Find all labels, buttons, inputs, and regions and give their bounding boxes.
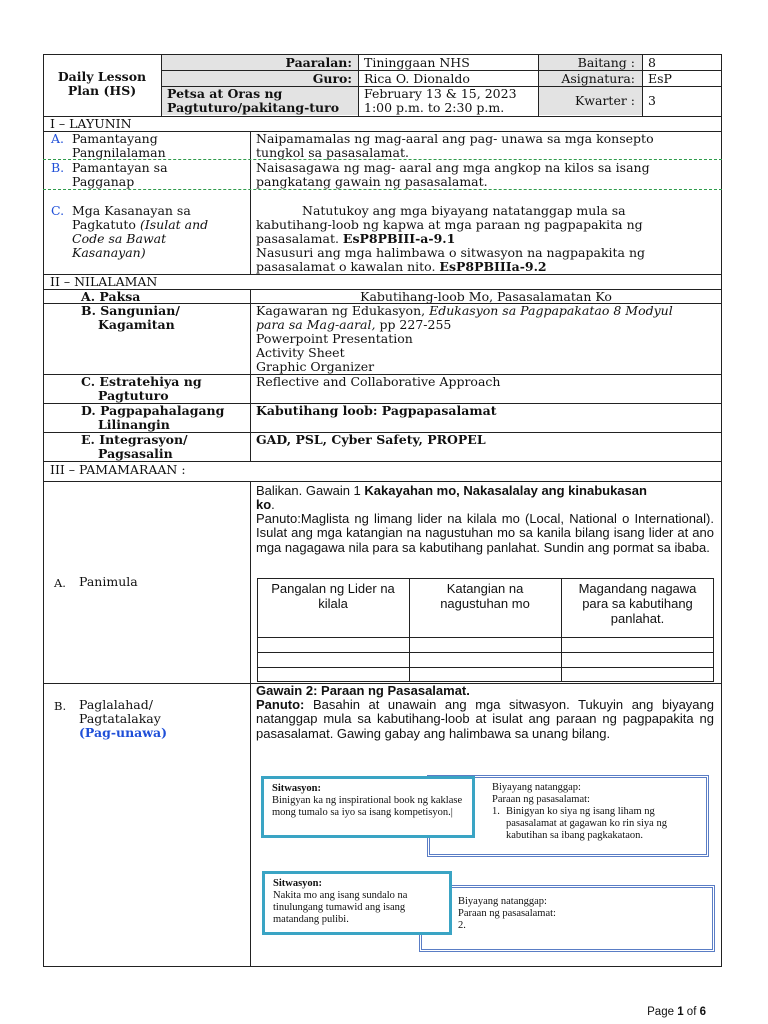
layunin-c-label-1: Mga Kasanayan sa xyxy=(72,203,191,218)
pamamaraan-heading: III – PAMAMARAAN : xyxy=(50,462,186,477)
situation-card-2 xyxy=(262,871,452,935)
layunin-c-label-3: Code sa Bawat xyxy=(72,231,167,246)
biyaya-label: Biyayang natanggap: xyxy=(458,896,547,907)
nilalaman-heading: II – NILALAMAN xyxy=(50,274,158,289)
gawain1-line-2: ko. xyxy=(256,497,275,512)
asignatura-value: EsP xyxy=(648,71,672,86)
layunin-a-label-1: Pamantayang xyxy=(72,131,158,146)
sangunian-value-2: para sa Mag-aaral, pp 227-255 xyxy=(256,317,452,332)
layunin-a-text-2: tungkol sa pasasalamat. xyxy=(256,145,409,160)
gawain2-title: Gawain 2: Paraan ng Pasasalamat. xyxy=(256,683,470,698)
pagpapahalaga-label-1: D. Pagpapahalagang xyxy=(81,403,225,418)
sitwasyon-title: Sitwasyon: xyxy=(273,878,323,889)
answer-item: 1. Binigyan ko siya ng isang liham ng pasasalamat at gagawan ko rin siya ng kabutihan sa ibang pagkakataon. xyxy=(492,806,667,841)
paksa-value: Kabutihang-loob Mo, Pasasalamatan Ko xyxy=(360,289,612,304)
sitwasyon-title: Sitwasyon: xyxy=(272,783,322,794)
estratehiya-value: Reflective and Collaborative Approach xyxy=(256,374,501,389)
table-header-nagawa: Magandang nagawa para sa kabutihang panlahat. xyxy=(578,581,697,626)
pagpapahalaga-value: Kabutihang loob: Pagpapasalamat xyxy=(256,403,497,418)
layunin-b-label-1: Pamantayan sa xyxy=(72,160,168,175)
answer-item: 2. xyxy=(458,920,466,931)
situation-card-1 xyxy=(261,776,475,838)
panimula-letter: A. xyxy=(54,576,66,590)
guro-label: Guro: xyxy=(312,71,352,86)
estratehiya-label-2: Pagtuturo xyxy=(98,388,169,403)
layunin-c-text-2: kabutihang-loob ng kapwa at mga paraan ng pagpapakita ng xyxy=(256,217,643,232)
sangunian-value-1: Kagawaran ng Edukasyon, Edukasyon sa Pagpapakatao 8 Modyul xyxy=(256,303,673,318)
layunin-heading: I – LAYUNIN xyxy=(50,116,132,131)
petsa-value-1: February 13 & 15, 2023 xyxy=(364,86,517,101)
sangunian-value-5: Graphic Organizer xyxy=(256,359,375,374)
layunin-b-letter: B. xyxy=(51,160,65,175)
gawain1-panuto: Panuto:Maglista ng limang lider na kilala mo (Local, National o International). Isulat ang mga katangian na nagustuhan mo sa kanila bilang isang lider at ano mga nagagawa nila para sa kabutihang panlahat. Sundin ang pormat sa ibaba. xyxy=(256,511,714,555)
layunin-a-letter: A. xyxy=(51,131,65,146)
sangunian-label-1: B. Sangunian/ xyxy=(81,303,180,318)
layunin-c-text-3: pasasalamat. EsP8PBIII-a-9.1 xyxy=(256,231,456,246)
paglalahad-label-1: Paglalahad/ xyxy=(79,697,153,712)
competency-code-1: EsP8PBIII-a-9.1 xyxy=(342,231,456,246)
layunin-b-label-2: Pagganap xyxy=(72,174,135,189)
page-number: Page 1 of 6 xyxy=(647,1006,706,1018)
paglalahad-letter: B. xyxy=(54,699,67,713)
paglalahad-label-2: Pagtatalakay xyxy=(79,711,161,726)
panimula-label: Panimula xyxy=(79,574,138,589)
layunin-c-label-4: Kasanayan) xyxy=(72,245,146,260)
integrasyon-label-2: Pagsasalin xyxy=(98,446,173,461)
dashed-divider xyxy=(43,189,722,190)
paraan-label: Paraan ng pasasalamat: xyxy=(492,794,590,805)
layunin-a-text-1: Naipamamalas ng mag-aaral ang pag- unawa sa mga konsepto xyxy=(256,131,654,146)
paksa-label: A. Paksa xyxy=(81,289,141,304)
gawain1-line: Balikan. Gawain 1 Kakayahan mo, Nakasalalay ang kinabukasan xyxy=(256,483,647,498)
layunin-a-label-2: Pangnilalaman xyxy=(72,145,166,160)
table-header-pangalan: Pangalan ng Lider na kilala xyxy=(271,581,395,611)
sitwasyon-text: Binigyan ka ng inspirational book ng kaklase mong tumalo sa iyo sa isang kompetisyon.| xyxy=(272,795,463,818)
doc-title: Daily Lesson Plan (HS) xyxy=(57,69,147,98)
table-header-katangian: Katangian na nagustuhan mo xyxy=(440,581,530,611)
petsa-value-2: 1:00 p.m. to 2:30 p.m. xyxy=(364,100,505,115)
integrasyon-value: GAD, PSL, Cyber Safety, PROPEL xyxy=(256,432,486,447)
layunin-c-text-1: Natutukoy ang mga biyayang natatanggap mula sa xyxy=(302,203,626,218)
layunin-b-text-2: pangkatang gawain ng pasasalamat. xyxy=(256,174,488,189)
paglalahad-label-3: (Pag-unawa) xyxy=(79,725,168,740)
competency-code-2: EsP8PBIIIa-9.2 xyxy=(439,259,547,274)
situation-card-answer-2 xyxy=(419,885,715,952)
layunin-c-text-4: Nasusuri ang mga halimbawa o sitwasyon na nagpapakita ng xyxy=(256,245,646,260)
integrasyon-label-1: E. Integrasyon/ xyxy=(81,432,188,447)
biyaya-label: Biyayang natanggap: xyxy=(492,782,581,793)
kwarter-value: 3 xyxy=(648,93,656,108)
paaralan-value: Tininggaan NHS xyxy=(364,55,470,70)
layunin-b-text-1: Naisasagawa ng mag- aaral ang mga angkop na kilos sa isang xyxy=(256,160,650,175)
baitang-label: Baitang : xyxy=(577,55,635,70)
sangunian-value-3: Powerpoint Presentation xyxy=(256,331,413,346)
asignatura-label: Asignatura: xyxy=(561,71,635,86)
kwarter-label: Kwarter : xyxy=(574,93,635,108)
layunin-c-letter: C. xyxy=(51,203,65,218)
gawain2-panuto: Panuto: Basahin at unawain ang mga sitwasyon. Tukuyin ang biyayang natanggap mula sa kabutihang-loob at isulat ang paraan ng pagpapakita ng pasasalamat. Gawing gabay ang halimbawa sa unang bilang. xyxy=(256,697,714,741)
estratehiya-label-1: C. Estratehiya ng xyxy=(81,374,202,389)
layunin-c-text-5: pasasalamat o kawalan nito. EsP8PBIIIa-9.2 xyxy=(256,259,547,274)
sangunian-value-4: Activity Sheet xyxy=(256,345,345,360)
petsa-label-1: Petsa at Oras ng xyxy=(167,86,283,101)
sangunian-label-2: Kagamitan xyxy=(98,317,175,332)
guro-value: Rica O. Dionaldo xyxy=(364,71,470,86)
paaralan-label: Paaralan: xyxy=(285,55,352,70)
layunin-c-label-2: Pagkatuto (Isulat and xyxy=(72,217,209,232)
baitang-value: 8 xyxy=(648,55,656,70)
petsa-label-2: Pagtuturo/pakitang-turo xyxy=(167,100,340,115)
pagpapahalaga-label-2: Lilinangin xyxy=(98,417,170,432)
sitwasyon-text: Nakita mo ang isang sundalo na tinulungang tumawid ang isang matandang pulibi. xyxy=(273,890,408,925)
paraan-label: Paraan ng pasasalamat: xyxy=(458,908,556,919)
